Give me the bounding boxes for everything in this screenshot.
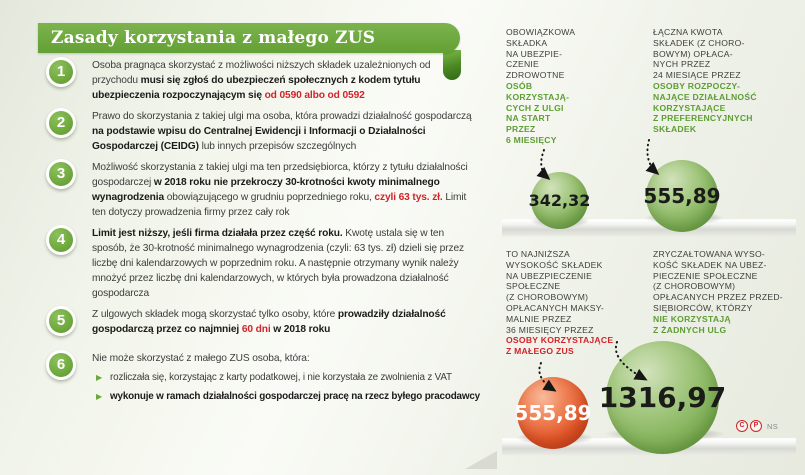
text-segment: 60 dni bbox=[241, 324, 271, 335]
text-segment: Nie może skorzystać z małego ZUS osoba, która: bbox=[92, 353, 310, 364]
text-segment: musi się zgłoś do ubezpieczeń społecznych z kodem tytułu ubezpieczenia rozpoczynającym się bbox=[92, 75, 421, 101]
caption-line: ŁĄCZNA KWOTA bbox=[653, 27, 723, 37]
caption-line: Z PREFERENCYJNYCH bbox=[653, 113, 753, 124]
bullet-text bbox=[110, 371, 452, 385]
rule-text bbox=[92, 225, 474, 301]
sphere-amount: 555,89 bbox=[643, 184, 721, 208]
rule-item-5 bbox=[46, 306, 482, 337]
triangle-bullet-icon: ▶ bbox=[96, 392, 103, 401]
triangle-bullet-icon: ▶ bbox=[96, 373, 103, 382]
item-number-badge bbox=[46, 57, 76, 87]
item-number: 3 bbox=[49, 162, 73, 186]
text-segment: w 2018 roku nie przekroczy 30-krotności kwoty minimalnego wynagrodzenia bbox=[92, 177, 440, 203]
caption-line: KORZYSTAJĄ- bbox=[506, 91, 570, 102]
credit-initials: NS bbox=[767, 421, 779, 431]
rules-list bbox=[46, 57, 482, 409]
rule-text bbox=[92, 108, 474, 154]
rule-item-1 bbox=[46, 57, 482, 103]
caption-preferential-total bbox=[653, 27, 803, 135]
rule-text bbox=[92, 306, 474, 337]
rule-text bbox=[92, 350, 480, 404]
rule-item-4 bbox=[46, 225, 482, 301]
page-title: Zasady korzystania z małego ZUS bbox=[51, 28, 376, 48]
text-segment: prowadziły działalność gospodarczą przez co najmniej bbox=[92, 309, 446, 335]
caption-line: NA START bbox=[506, 113, 551, 124]
text-segment: od 0590 albo od 0592 bbox=[264, 90, 365, 101]
caption-line: MALNIE PRZEZ bbox=[506, 313, 572, 324]
sphere-amount: 1316,97 bbox=[598, 381, 727, 414]
caption-line: OBOWIĄZKOWA bbox=[506, 27, 576, 37]
caption-line: NA UBEZPIE- bbox=[506, 48, 563, 59]
exclusion-bullet bbox=[92, 371, 474, 385]
rule-item-2 bbox=[46, 108, 482, 154]
caption-line: SIĘBIORCÓW, KTÓRZY bbox=[653, 302, 753, 313]
sphere-amount: 555,89 bbox=[514, 401, 592, 425]
bullet-text bbox=[110, 390, 480, 404]
arrow-to-sphere-2 bbox=[647, 140, 657, 173]
item-number: 5 bbox=[49, 309, 73, 333]
item-number-badge bbox=[46, 350, 76, 380]
caption-line: SKŁADEK bbox=[653, 124, 697, 135]
caption-line: (Z CHOROBOWYM) bbox=[506, 292, 589, 303]
circled-c-icon: C bbox=[736, 420, 748, 432]
text-segment: na podstawie wpisu do Centralnej Ewidencji i Informacji o Działalności Gospodarczej (CEIDG) bbox=[92, 126, 426, 152]
caption-line: PIECZENIE SPOŁECZNE bbox=[653, 270, 758, 281]
caption-line: OPŁACANYCH PRZEZ PRZED- bbox=[653, 292, 783, 303]
text-segment: czyli 63 tys. zł. bbox=[374, 192, 443, 203]
caption-line: BOWYM) OPŁACA- bbox=[653, 48, 733, 59]
circled-p-icon: P bbox=[750, 420, 762, 432]
caption-line: 24 MIESIĄCE PRZEZ bbox=[653, 70, 741, 81]
caption-line: CYCH Z ULGI bbox=[506, 102, 564, 113]
rule-text bbox=[92, 159, 474, 220]
caption-line: 36 MIESIĘCY PRZEZ bbox=[506, 324, 594, 335]
item-number-badge bbox=[46, 306, 76, 336]
rule-item-3 bbox=[46, 159, 482, 220]
caption-line: (Z CHOROBOWYM) bbox=[653, 281, 736, 292]
text-segment: Z ulgowych składek mogą skorzystać tylko osoby, które bbox=[92, 309, 338, 320]
caption-line: NIE KORZYSTAJĄ bbox=[653, 313, 731, 324]
caption-line: Z ŻADNYCH ULG bbox=[653, 324, 727, 335]
caption-line: ZDROWOTNE bbox=[506, 70, 565, 81]
text-segment: w 2018 roku bbox=[270, 324, 331, 335]
caption-line: OSOBY ROZPOCZY- bbox=[653, 80, 741, 91]
caption-line: SKŁADKA bbox=[506, 37, 548, 48]
rule-intro bbox=[92, 351, 474, 366]
caption-line: NA UBEZPIECZENIE bbox=[506, 270, 593, 281]
item-number: 4 bbox=[49, 228, 73, 252]
caption-small-zus-minimum bbox=[506, 249, 654, 357]
exclusion-bullets bbox=[92, 371, 480, 404]
rule-item-6 bbox=[46, 350, 482, 404]
caption-no-relief-flat bbox=[653, 249, 805, 335]
caption-line: OSÓB bbox=[506, 80, 533, 91]
item-number: 6 bbox=[49, 353, 73, 377]
credit-mark bbox=[736, 420, 778, 432]
caption-line: CZENIE bbox=[506, 59, 540, 70]
item-number-badge bbox=[46, 108, 76, 138]
text-segment: obowiązującego w grudniu poprzedniego roku, bbox=[166, 192, 375, 203]
caption-line: SPOŁECZNE bbox=[506, 281, 561, 292]
caption-line: NYCH PRZEZ bbox=[653, 59, 711, 70]
caption-line: OSOBY KORZYSTAJĄCE bbox=[506, 335, 614, 346]
sphere-value-1316-97 bbox=[598, 341, 727, 454]
caption-line: ZRYCZAŁTOWANA WYSO- bbox=[653, 249, 766, 259]
caption-line: SKŁADEK (Z CHORO- bbox=[653, 37, 745, 48]
sphere-amount: 342,32 bbox=[528, 191, 591, 210]
caption-line: PRZEZ bbox=[506, 124, 536, 135]
rule-text bbox=[92, 57, 474, 103]
exclusion-bullet bbox=[92, 390, 480, 404]
caption-line: Z MAŁEGO ZUS bbox=[506, 346, 574, 357]
caption-line: OPŁACANYCH MAKSY- bbox=[506, 302, 605, 313]
title-banner bbox=[38, 23, 460, 53]
text-segment: Prawo do skorzystania z takiej ulgi ma osoba, która prowadzi działalność gospodarczą bbox=[92, 111, 472, 122]
text-segment: Możliwość skorzystania z takiej ulgi ma ten przedsiębiorca, którzy z tytułu działalności gospodarczej bbox=[92, 162, 468, 188]
caption-line: WYSOKOŚĆ SKŁADEK bbox=[506, 259, 603, 270]
item-number-badge bbox=[46, 159, 76, 189]
text-segment: Limit ten dotyczy prowadzenia firmy przez cały rok bbox=[92, 192, 467, 218]
item-number: 2 bbox=[49, 111, 73, 135]
item-number: 1 bbox=[49, 60, 73, 84]
sphere-value-342-32 bbox=[528, 172, 591, 229]
caption-line: KORZYSTAJĄCE bbox=[653, 102, 726, 113]
sphere-value-555-89-green bbox=[643, 160, 721, 232]
caption-health-contribution bbox=[506, 27, 644, 146]
text-segment: Limit jest niższy, jeśli firma działała przez część roku. bbox=[92, 228, 346, 239]
text-segment: wykonuje w ramach działalności gospodarczej pracę na rzecz byłego pracodawcy bbox=[110, 391, 480, 402]
item-number-badge bbox=[46, 225, 76, 255]
text-segment: rozliczała się, korzystając z karty podatkowej, i nie korzystała ze zwolnienia z VAT bbox=[110, 372, 452, 383]
sphere-value-555-89-red bbox=[514, 377, 592, 449]
text-segment: Kwotę ustala się w ten sposób, że 30-krotność minimalnego wynagrodzenia (czyli: 63 tys. zł) dzieli się przez liczbę dni kalendarzowych w poprzednim roku. A następnie otrzymany wynik należy mnożyć przez liczbę dni kalendarzowych, w których była prowadzona działalność gospodarcza bbox=[92, 228, 464, 299]
caption-line: 6 MIESIĘCY bbox=[506, 134, 557, 145]
caption-line: TO NAJNIŻSZA bbox=[506, 249, 570, 259]
caption-line: NAJĄCE DZIAŁALNOŚĆ bbox=[653, 91, 757, 102]
caption-line: KOŚĆ SKŁADEK NA UBEZ- bbox=[653, 259, 767, 270]
text-segment: Osoba pragnąca skorzystać z możliwości niższych składek uzależnionych od przychodu bbox=[92, 60, 431, 86]
page-curl-decoration bbox=[465, 451, 497, 469]
text-segment: lub innych przepisów szczególnych bbox=[198, 141, 357, 152]
